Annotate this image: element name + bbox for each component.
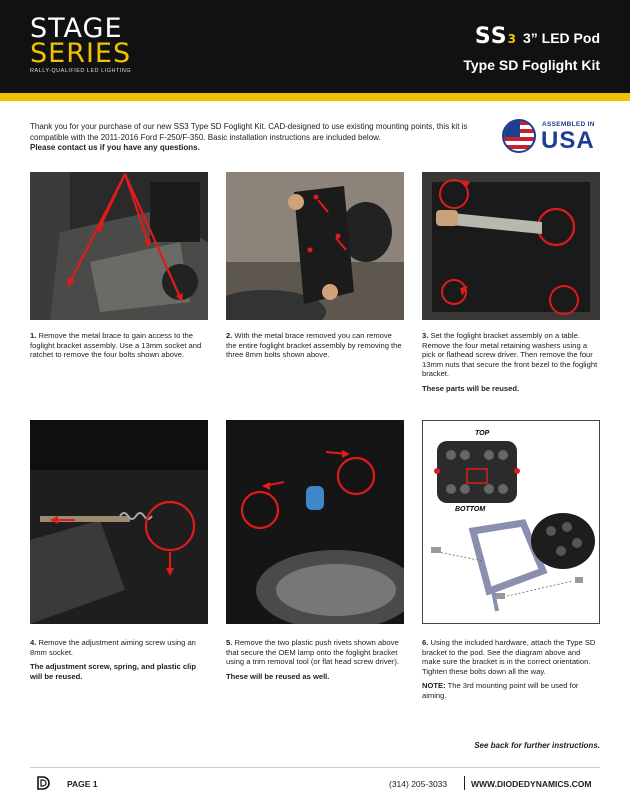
step5-photo bbox=[226, 420, 404, 624]
stage-series-logo bbox=[30, 13, 132, 74]
step1-photo bbox=[30, 172, 208, 320]
page-number: PAGE 1 bbox=[67, 779, 98, 789]
badge-country-label: USA bbox=[541, 127, 595, 154]
step4-photo bbox=[30, 420, 208, 624]
phone-number: (314) 205-3033 bbox=[389, 779, 448, 789]
step1-text: 1. Remove the metal brace to gain access to the foglight bracket assembly. Use a 13mm socket and ratchet to remove the four bolts shown above. bbox=[30, 331, 202, 360]
step6-note: NOTE: The 3rd mounting point will be used for aiming. bbox=[422, 681, 579, 700]
diagram-bottom-label: BOTTOM bbox=[455, 506, 486, 513]
diode-dynamics-logo-icon bbox=[36, 776, 50, 790]
footer-divider bbox=[30, 767, 600, 768]
step3-note: These parts will be reused. bbox=[422, 383, 520, 393]
header-bar bbox=[0, 0, 630, 93]
product-title bbox=[463, 24, 600, 73]
step3-photo bbox=[422, 172, 600, 320]
step6-text: 6. Using the included hardware, attach the Type SD bracket to the pod. See the diagram above and make sure the bracket is in the correct orientation. Tighten these bolts down all the way. NOTE: The 3rd mounting point will be used for aiming. bbox=[422, 638, 600, 701]
kit-title: Type SD Foglight Kit bbox=[463, 57, 600, 73]
accent-stripe bbox=[0, 93, 630, 101]
logo-tagline: RALLY-QUALIFIED LED LIGHTING bbox=[30, 68, 132, 74]
intro-contact: Please contact us if you have any questions. bbox=[30, 143, 200, 152]
see-back-note: See back for further instructions. bbox=[474, 741, 600, 750]
step5-note: These will be reused as well. bbox=[226, 671, 330, 681]
website-link[interactable]: WWW.DIODEDYNAMICS.COM bbox=[471, 779, 592, 789]
step4-note: The adjustment screw, spring, and plastic clip will be reused. bbox=[30, 662, 196, 681]
logo-line-stage: STAGE bbox=[30, 13, 123, 44]
flag-icon bbox=[502, 119, 536, 153]
footer-separator bbox=[464, 776, 465, 790]
step2-photo bbox=[226, 172, 404, 320]
intro-body: Thank you for your purchase of our new SS3 Type SD Foglight Kit. CAD-designed to use existing mounting points, this kit is compatible with the 2011-2016 Ford F-250/F-350. Basic installation instructions are included below. bbox=[30, 122, 468, 142]
badge-assembled-label: ASSEMBLED IN bbox=[542, 121, 595, 128]
step2-text: 2. With the metal brace removed you can remove the entire foglight bracket assembly by removing the three 8mm bolts shown above. bbox=[226, 331, 402, 360]
diagram-top-label: TOP bbox=[475, 430, 490, 437]
assembled-in-usa-badge bbox=[502, 117, 600, 155]
logo-line-series: SERIES bbox=[30, 38, 132, 69]
intro-text bbox=[30, 122, 480, 154]
step4-text: 4. Remove the adjustment aiming screw using an 8mm socket. The adjustment screw, spring, and plastic clip will be reused. bbox=[30, 638, 208, 681]
step5-text: 5. Remove the two plastic push rivets shown above that secure the OEM lamp onto the foglight bracket using a trim removal tool (or flat head screw driver). These will be reused as well. bbox=[226, 638, 404, 681]
model-name: SS3 bbox=[474, 24, 517, 49]
step6-diagram bbox=[422, 420, 600, 624]
step3-text: 3. Set the foglight bracket assembly on a table. Remove the four metal retaining washers using a pick or flathead screw driver. Then remove the four 13mm nuts that secure the front bezel to the foglight bracket. These parts will be reused. bbox=[422, 331, 600, 394]
pod-label: 3” LED Pod bbox=[522, 30, 600, 46]
